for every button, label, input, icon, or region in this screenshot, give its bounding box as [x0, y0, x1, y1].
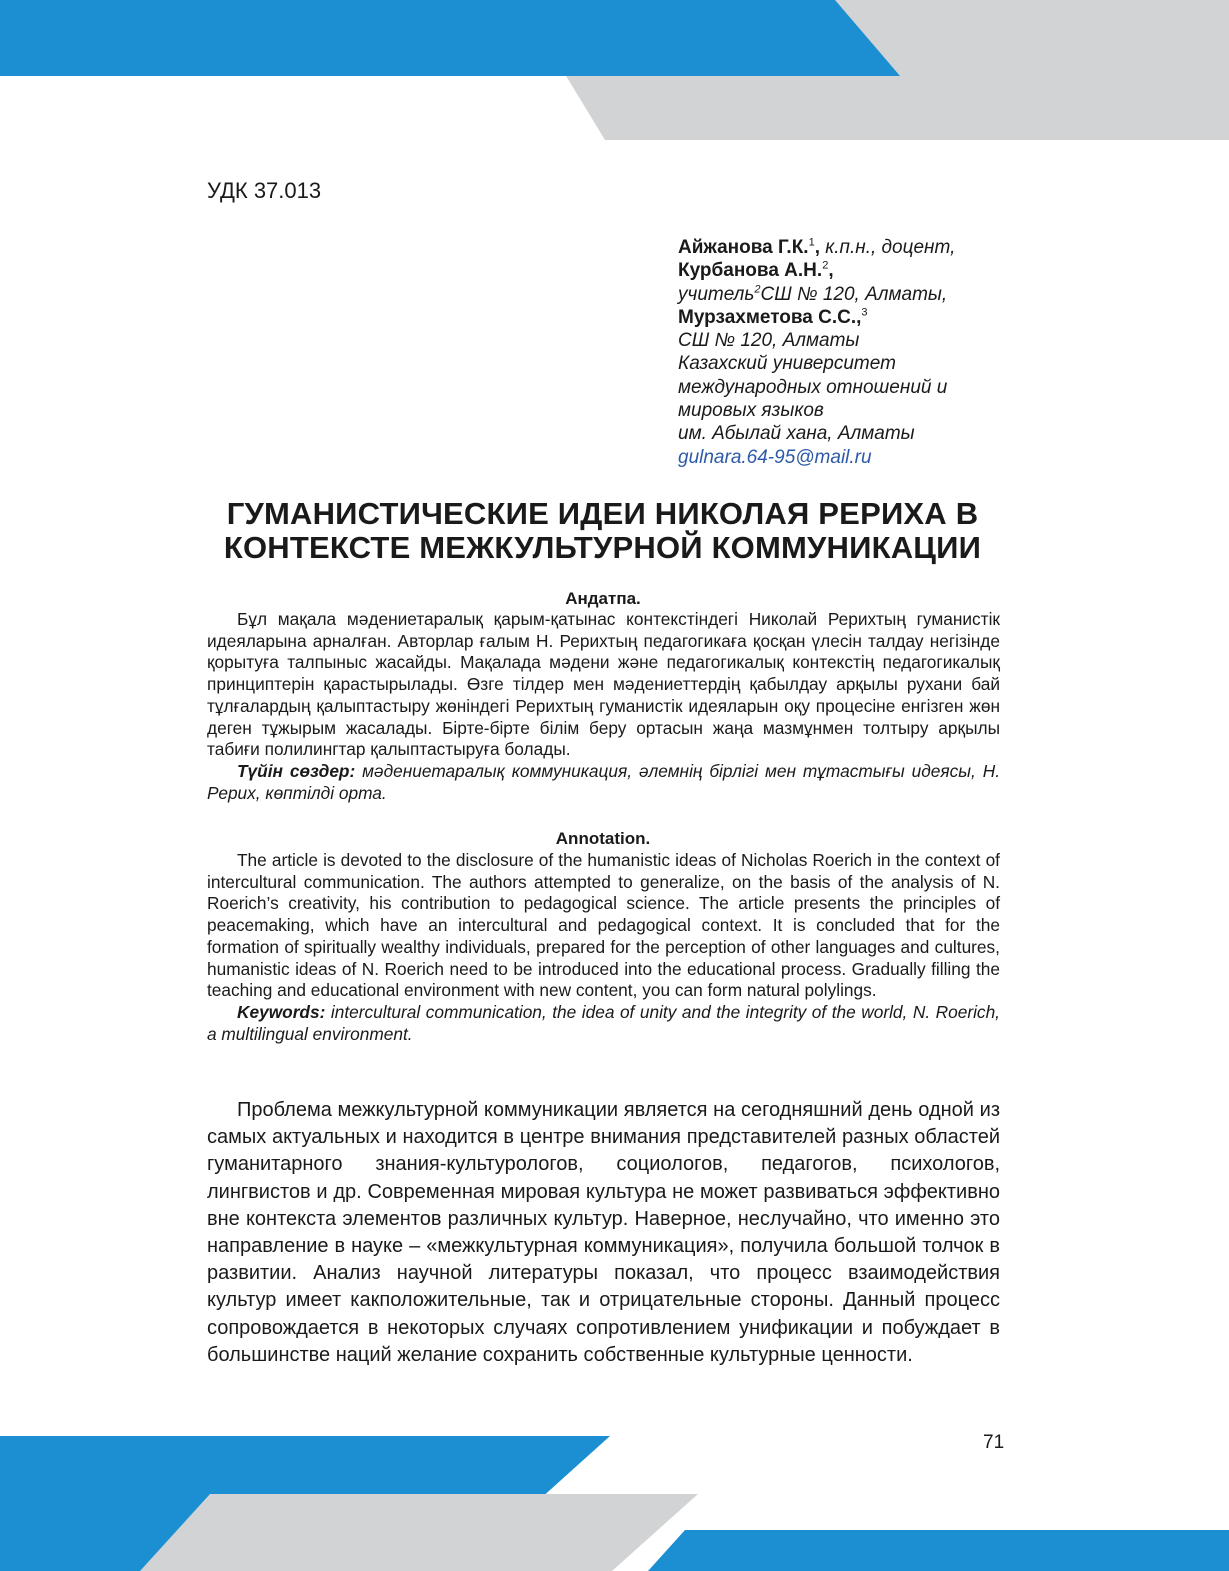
- kz-abstract-text: Бұл мақала мәдениетаралық қарым-қатынас контекстіндегі Николай Рерихтың гуманистік идеяларына арналған. Авторлар ғалым Н. Рерихтың педагогикаға қосқан үлесін талдау негізінде қорытуға талпыныс жасайды. Мақалада мәдени және педагогикалық контекстің педагогикалық принциптерін қарастырылады. Өзге тілдер мен мәдениеттердің қабылдау арқылы рухани бай тұлғалардың қалыптастыру жөніндегі Рерихтың гуманистік идеяларын оқу процесіне енгізген жөн деген тұжырым жасалады. Бірте-бірте білім беру ортасын жаңа мазмұнмен толтыру арқылы табиғи полилингтар қалыптастыруға болады.: [207, 609, 1000, 760]
- en-abstract-heading: Annotation.: [555, 829, 651, 848]
- author-2-role: учитель$^2$СШ № 120, Алматы,: [678, 283, 948, 305]
- affiliation-line-3: мировых языков: [678, 400, 824, 422]
- en-abstract-text: The article is devoted to the disclosure of the humanistic ideas of Nicholas Roerich in the context of intercultural communication. The authors attempted to generalize, on the basis of the analysis of N. Roerich’s creativity, his contribution to pedagogical science. The article presents the principles of peacemaking, which have an intercultural and pedagogical context. It is concluded that for the formation of spiritually wealthy individuals, prepared for the perception of other languages and cultures, humanistic ideas of N. Roerich need to be introduced into the educational process. Gradually filling the teaching and educational environment with new content, you can form natural polylings.: [207, 850, 1000, 1001]
- author-3-affiliation: СШ № 120, Алматы: [678, 330, 860, 352]
- author-2-name: Курбанова А.Н.: [678, 260, 823, 282]
- author-3-name: Мурзахметова С.С.,: [678, 306, 862, 328]
- footer-right-blue-band: [648, 1530, 1229, 1571]
- kz-abstract: [207, 609, 1000, 804]
- en-keywords-label: Keywords:: [237, 1001, 326, 1022]
- affiliation-line-4: им. Абылай хана, Алматы: [678, 423, 915, 445]
- author-block: [678, 236, 955, 469]
- kz-abstract-heading: Андатпа.: [565, 589, 641, 608]
- author-3-line: Мурзахметова С.С.,$^3$: [678, 306, 868, 328]
- author-1-name: Айжанова Г.К.: [678, 237, 809, 258]
- body-section: [207, 1097, 1000, 1369]
- title-line-1: ГУМАНИСТИЧЕСКИЕ ИДЕИ НИКОЛАЯ РЕРИХА В: [226, 496, 979, 531]
- body-paragraph: Проблема межкультурной коммуникации является на сегодняшний день одной из самых актуальных и находится в центре внимания представителей разных областей гуманитарного знания-культурологов, социологов, педагогов, психологов, лингвистов и др. Современная мировая культура не может развиваться эффективно вне контекста элементов различных культур. Наверное, неслучайно, что именно это направление в науке – «межкультурная коммуникация», получила большой толчок в развитии. Анализ научной литературы показал, что процесс взаимодействия культур имеет какположительные, так и отрицательные стороны. Данный процесс сопровождается в некоторых случаях сопротивлением унификации и побуждает в большинстве наций желание сохранить собственные культурные ценности.: [207, 1099, 1000, 1366]
- kz-keywords-text: мәдениетаралық коммуникация, әлемнің бірлігі мен тұтастығы идеясы, Н. Рерих, көптілді орта.: [207, 760, 1000, 803]
- en-keywords-text: intercultural communication, the idea of unity and the integrity of the world, N. Roerich, a multilingual environment.: [207, 1001, 1000, 1044]
- author-1-line: Айжанова Г.К.$^1$, к.п.н., доцент,: [678, 236, 956, 258]
- en-keywords: [207, 1002, 1000, 1045]
- en-abstract: [207, 850, 1000, 1045]
- title-line-2: КОНТЕКСТЕ МЕЖКУЛЬТУРНОЙ КОММУНИКАЦИИ: [223, 530, 982, 565]
- kz-keywords-label: Түйін сөздер:: [237, 760, 356, 781]
- page-number: 71: [983, 1432, 1005, 1453]
- article-title: [150, 497, 1055, 565]
- affiliation-line-1: Казахский университет: [678, 353, 896, 375]
- affiliation-line-2: международных отношений и: [678, 376, 948, 398]
- footer-gray-band: [140, 1494, 698, 1571]
- header-blue-band: [0, 0, 900, 76]
- kz-keywords: [207, 761, 1000, 804]
- author-1-role: к.п.н., доцент,: [825, 237, 956, 258]
- author-2-line: Курбанова А.Н.$^2$,: [678, 259, 834, 282]
- author-email-link[interactable]: gulnara.64-95@mail.ru: [678, 446, 872, 468]
- udk-code: УДК 37.013: [207, 178, 322, 203]
